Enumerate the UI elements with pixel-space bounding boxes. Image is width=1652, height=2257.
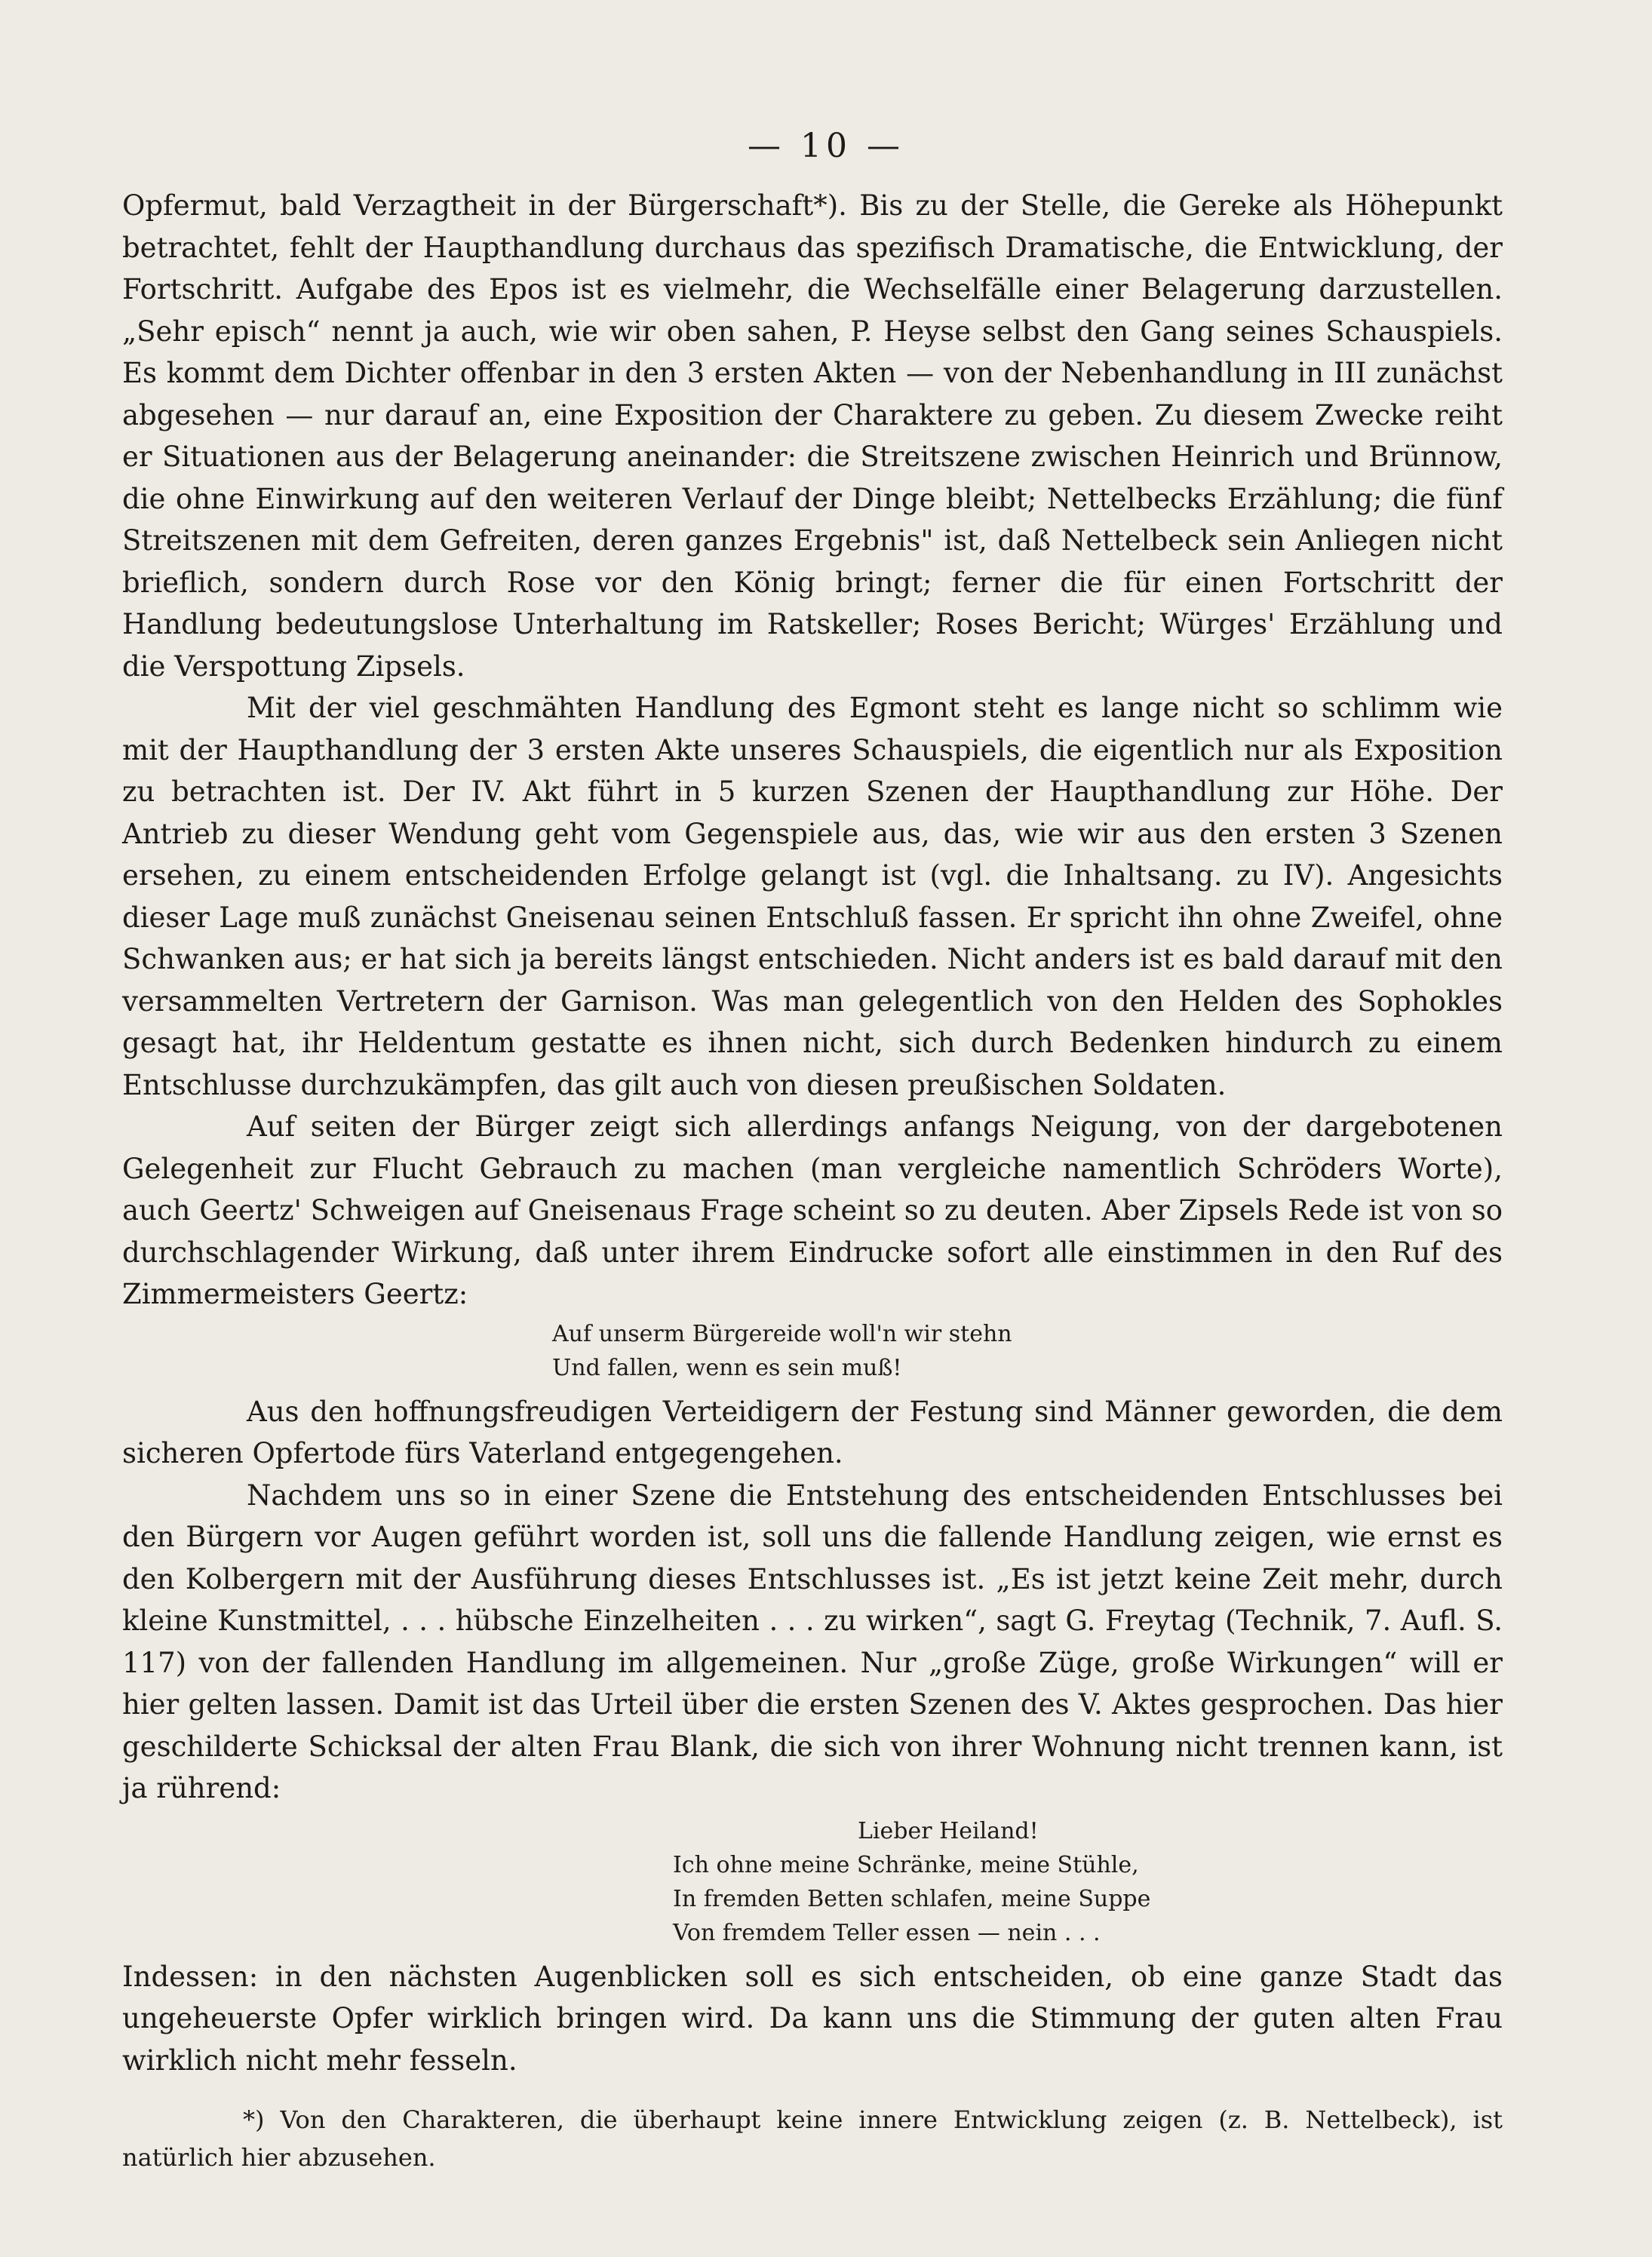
footnote: *) Von den Charakteren, die überhaupt keine innere Entwicklung zeigen (z. B. Nettelbeck), ist natürlich hier abzusehen. — [122, 2105, 1503, 2172]
verse-line: Ich ohne meine Schränke, meine Stühle, — [673, 1851, 1139, 1878]
page-body — [122, 185, 1503, 2176]
verse-line: Lieber Heiland! — [858, 1817, 1039, 1844]
paragraph-4: Aus den hoffnungsfreudigen Verteidigern der Festung sind Männer geworden, die dem sicheren Opfertode fürs Vaterland entgegengehen. — [122, 1395, 1503, 1469]
verse-line: Von fremdem Teller essen — nein . . . — [673, 1919, 1101, 1946]
paragraph-1: Opfermut, bald Verzagtheit in der Bürgerschaft*). Bis zu der Stelle, die Gereke als Höhepunkt betrachtet, fehlt der Haupthandlung durchaus das spezifisch Dramatische, die Entwicklung, der Fortschritt. Aufgabe des Epos ist es vielmehr, die Wechselfälle einer Belagerung darzustellen. „Sehr episch“ nennt ja auch, wie wir oben sahen, P. Heyse selbst den Gang seines Schauspiels. Es kommt dem Dichter offenbar in den 3 ersten Akten — von der Nebenhandlung in III zunächst abgesehen — nur darauf an, eine Exposition der Charaktere zu geben. Zu diesem Zwecke reiht er Situationen aus der Belagerung aneinander: die Streitszene zwischen Heinrich und Brünnow, die ohne Einwirkung auf den weiteren Verlauf der Dinge bleibt; Nettelbecks Erzählung; die fünf Streitszenen mit dem Gefreiten, deren ganzes Ergebnis" ist, daß Nettelbeck sein Anliegen nicht brieflich, sondern durch Rose vor den König bringt; ferner die für einen Fortschritt der Handlung bedeutungslose Unterhaltung im Ratskeller; Roses Bericht; Würges' Erzählung und die Verspottung Zipsels. — [122, 189, 1503, 683]
verse-line: In fremden Betten schlafen, meine Suppe — [673, 1885, 1151, 1912]
paragraph-6: Indessen: in den nächsten Augenblicken soll es sich entscheiden, ob eine ganze Stadt das ungeheuerste Opfer wirklich bringen wird. Da kann uns die Stimmung der guten alten Frau wirklich nicht mehr fesseln. — [122, 1960, 1503, 2077]
paragraph-2: Mit der viel geschmähten Handlung des Egmont steht es lange nicht so schlimm wie mit der Haupthandlung der 3 ersten Akte unseres Schauspiels, die eigentlich nur als Exposition zu betrachten ist. Der IV. Akt führt in 5 kurzen Szenen der Haupthandlung zur Höhe. Der Antrieb zu dieser Wendung geht vom Gegenspiele aus, das, wie wir aus den ersten 3 Szenen ersehen, zu einem entscheidenden Erfolge gelangt ist (vgl. die Inhaltsang. zu IV). Angesichts dieser Lage muß zunächst Gneisenau seinen Entschluß fassen. Er spricht ihn ohne Zweifel, ohne Schwanken aus; er hat sich ja bereits längst entschieden. Nicht anders ist es bald darauf mit den versammelten Vertretern der Garnison. Was man gelegentlich von den Helden des Sophokles gesagt hat, ihr Heldentum gestatte es ihnen nicht, sich durch Bedenken hindurch zu einem Entschlusse durchzukämpfen, das gilt auch von diesen preußischen Soldaten. — [122, 692, 1503, 1101]
paragraph-3: Auf seiten der Bürger zeigt sich allerdings anfangs Neigung, von der dargebotenen Gelegenheit zur Flucht Gebrauch zu machen (man vergleiche namentlich Schröders Worte), auch Geertz' Schweigen auf Gneisenaus Frage scheint so zu deuten. Aber Zipsels Rede ist von so durchschlagender Wirkung, daß unter ihrem Eindrucke sofort alle einstimmen in den Ruf des Zimmermeisters Geertz: — [122, 1110, 1503, 1310]
verse-line: Auf unserm Bürgereide woll'n wir stehn — [552, 1320, 1012, 1347]
verse-quote-1 — [122, 1317, 1503, 1385]
verse-line: Und fallen, wenn es sein muß! — [552, 1354, 902, 1381]
verse-quote-2 — [122, 1814, 1503, 1950]
paragraph-5: Nachdem uns so in einer Szene die Entstehung des entscheidenden Entschlusses bei den Bürgern vor Augen geführt worden ist, soll uns die fallende Handlung zeigen, wie ernst es den Kolbergern mit der Ausführung dieses Entschlusses ist. „Es ist jetzt keine Zeit mehr, durch kleine Kunstmittel, . . . hübsche Einzelheiten . . . zu wirken“, sagt G. Freytag (Technik, 7. Aufl. S. 117) von der fallenden Handlung im allgemeinen. Nur „große Züge, große Wirkungen“ will er hier gelten lassen. Damit ist das Urteil über die ersten Szenen des V. Aktes gesprochen. Das hier geschilderte Schicksal der alten Frau Blank, die sich von ihrer Wohnung nicht trennen kann, ist ja rührend: — [122, 1479, 1503, 1804]
page-number: — 10 — — [748, 127, 904, 165]
